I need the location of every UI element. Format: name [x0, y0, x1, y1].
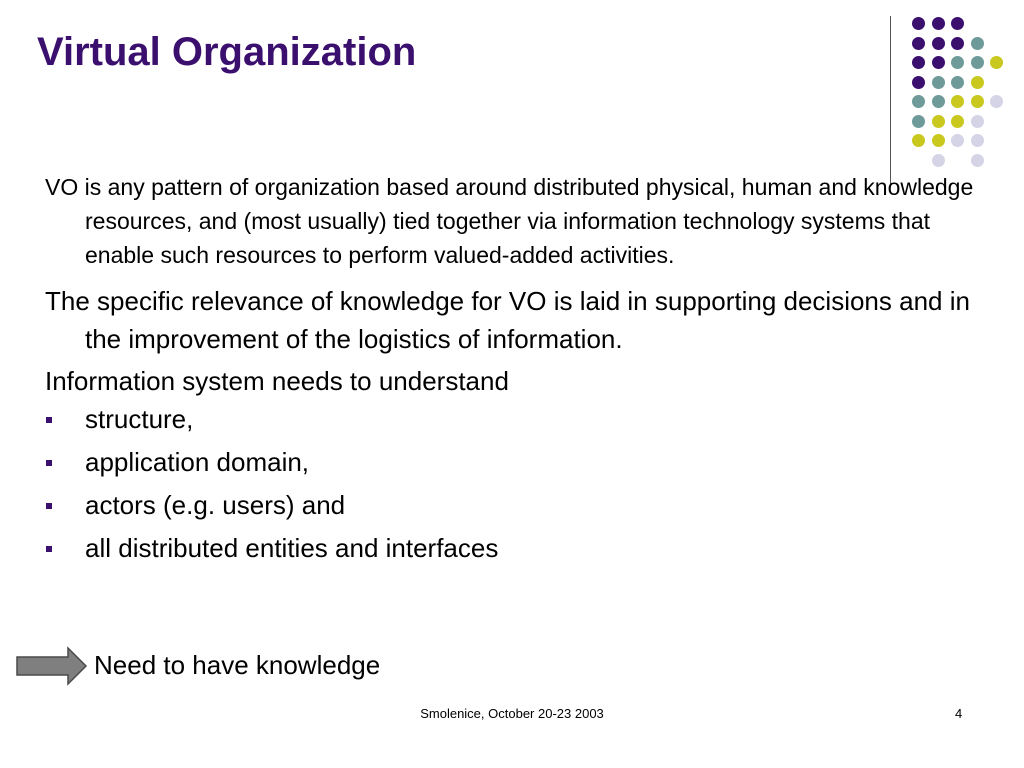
- decorative-dot: [990, 56, 1003, 69]
- slide-title: Virtual Organization: [37, 30, 417, 74]
- decorative-dot: [912, 37, 925, 50]
- decorative-dot: [912, 95, 925, 108]
- decorative-dot: [951, 56, 964, 69]
- decorative-dot: [932, 37, 945, 50]
- decorative-dot: [951, 76, 964, 89]
- decorative-dot: [971, 154, 984, 167]
- decorative-dot-grid: [0, 0, 1024, 170]
- decorative-dot: [951, 95, 964, 108]
- bullet-list: [45, 404, 975, 563]
- decorative-dot: [951, 37, 964, 50]
- bullet-text: application domain,: [85, 447, 310, 477]
- page-number: 4: [955, 706, 963, 721]
- decorative-dot: [932, 17, 945, 30]
- bullet-text: all distributed entities and interfaces: [85, 533, 499, 563]
- bullet-square-icon: [46, 417, 52, 423]
- decorative-dot: [971, 56, 984, 69]
- decorative-dot: [932, 154, 945, 167]
- decorative-dot: [990, 95, 1003, 108]
- paragraph-vo-definition: VO is any pattern of organization based around distributed physical, human and knowledge resources, and (most usually) tied together via information technology systems that enable such resources to perform valued-added activities.: [45, 174, 974, 268]
- bullet-square-icon: [46, 460, 52, 466]
- decorative-dot: [912, 134, 925, 147]
- decorative-dot: [912, 17, 925, 30]
- decorative-dot: [951, 17, 964, 30]
- decorative-dot: [932, 115, 945, 128]
- decorative-dot: [932, 95, 945, 108]
- decorative-dot: [951, 134, 964, 147]
- decorative-dot: [971, 115, 984, 128]
- decorative-dot: [912, 115, 925, 128]
- decorative-dot: [912, 56, 925, 69]
- decorative-dot: [951, 115, 964, 128]
- decorative-dot: [971, 76, 984, 89]
- bullet-square-icon: [46, 546, 52, 552]
- right-arrow-icon: [16, 646, 88, 686]
- decorative-dot: [932, 134, 945, 147]
- paragraph-knowledge-relevance: The specific relevance of knowledge for VO is laid in supporting decisions and in the improvement of the logistics of information.: [45, 286, 970, 354]
- bullet-text: structure,: [85, 404, 194, 434]
- decorative-dot: [971, 37, 984, 50]
- bullet-item: [45, 447, 975, 477]
- paragraph-information-system: Information system needs to understand: [45, 366, 509, 396]
- decorative-dot: [971, 134, 984, 147]
- bullet-item: [45, 490, 975, 520]
- conclusion-text: Need to have knowledge: [94, 650, 381, 680]
- decorative-dot: [971, 95, 984, 108]
- conclusion-row: [16, 646, 616, 686]
- decorative-divider: [890, 16, 891, 184]
- decorative-dot: [912, 76, 925, 89]
- bullet-text: actors (e.g. users) and: [85, 490, 346, 520]
- slide-body: [45, 170, 975, 576]
- bullet-item: [45, 404, 975, 434]
- footer-text: Smolenice, October 20-23 2003: [420, 706, 604, 721]
- bullet-item: [45, 533, 975, 563]
- decorative-dot: [932, 56, 945, 69]
- bullet-square-icon: [46, 503, 52, 509]
- decorative-dot: [932, 76, 945, 89]
